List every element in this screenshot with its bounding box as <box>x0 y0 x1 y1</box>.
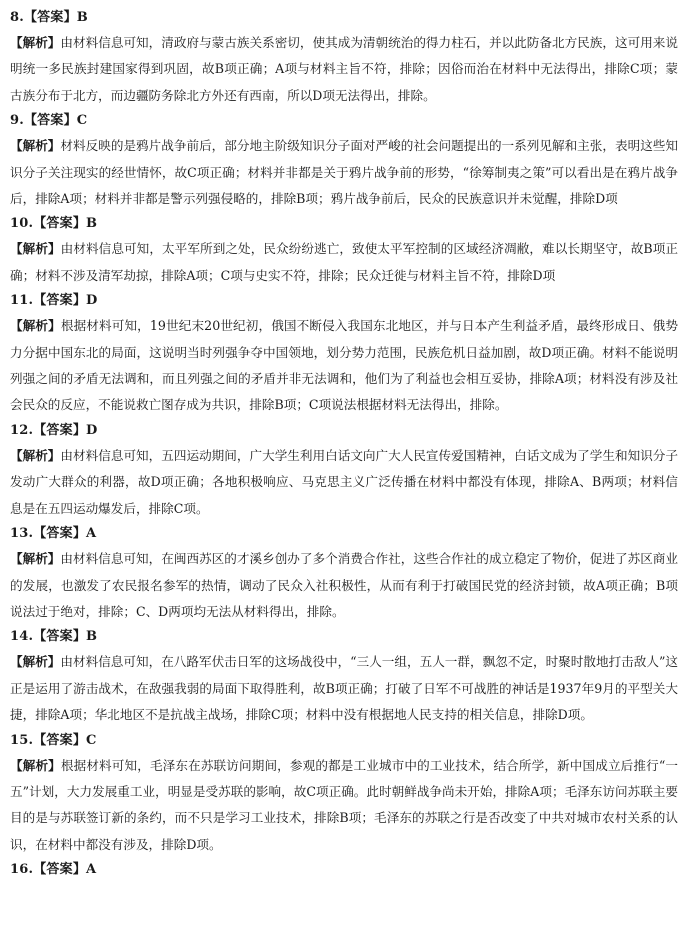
question-item-11 <box>10 289 678 419</box>
analysis-paragraph <box>10 236 678 289</box>
question-number: 13. <box>10 526 34 542</box>
question-number: 16. <box>10 862 34 878</box>
answer-value: C <box>86 732 97 748</box>
answer-line <box>10 522 678 546</box>
analysis-tag: 【解析】 <box>10 318 61 334</box>
analysis-paragraph <box>10 753 678 859</box>
analysis-tag: 【解析】 <box>10 447 61 463</box>
answer-line <box>10 858 678 882</box>
question-number: 10. <box>10 216 34 232</box>
analysis-text: 材料反映的是鸦片战争前后，部分地主阶级知识分子面对严峻的社会问题提出的一系列见解和主张，表明这些知识分子关注现实的经世情怀，故C项正确；材料并非都是关于鸦片战争前的形势，“徐筹制夷之策”可以看出是在鸦片战争后，排除A项；材料并非都是警示列强侵略的，排除B项；鸦片战争前后，民众的民族意识并未觉醒，排除D项 <box>10 138 679 207</box>
question-number: 9. <box>10 113 24 129</box>
answer-tag: 【答案】 <box>33 216 87 232</box>
question-number: 11. <box>10 293 34 309</box>
answer-line <box>10 212 678 236</box>
question-number: 12. <box>10 422 34 438</box>
answer-tag: 【答案】 <box>33 862 87 878</box>
question-item-15 <box>10 729 678 859</box>
answer-value: B <box>76 10 88 25</box>
analysis-paragraph <box>10 313 678 419</box>
answer-tag: 【答案】 <box>23 10 77 25</box>
answer-line <box>10 6 678 30</box>
answer-line <box>10 419 678 443</box>
answer-value: C <box>76 113 88 129</box>
analysis-paragraph <box>10 30 678 109</box>
answer-tag: 【答案】 <box>33 293 87 309</box>
question-number: 15. <box>10 732 34 748</box>
question-item-16 <box>10 858 678 882</box>
question-item-10 <box>10 212 678 289</box>
answer-value: B <box>86 629 98 645</box>
question-item-8 <box>10 6 678 109</box>
analysis-tag: 【解析】 <box>10 241 61 257</box>
question-item-9 <box>10 109 678 212</box>
analysis-paragraph <box>10 546 678 625</box>
answer-line <box>10 289 678 313</box>
question-number: 14. <box>10 629 34 645</box>
answer-tag: 【答案】 <box>33 526 87 542</box>
answer-line <box>10 625 678 649</box>
analysis-text: 由材料信息可知，太平军所到之处，民众纷纷逃亡，致使太平军控制的区域经济凋敝，难以长期坚守，故B项正确；材料不涉及清军劫掠，排除A项；C项与史实不符，排除；民众迁徙与材料主旨不符，排除D项 <box>10 241 678 283</box>
analysis-text: 由材料信息可知，在八路军伏击日军的这场战役中，“三人一组，五人一群，飘忽不定，时聚时散地打击敌人”这正是运用了游击战术，在敌强我弱的局面下取得胜利，故B项正确；打破了日军不可战胜的神话是1937年9月的平型关大捷，排除A项；华北地区不是抗战主战场，排除C项；材料中没有根据地人民支持的相关信息，排除D项。 <box>10 654 678 723</box>
answer-tag: 【答案】 <box>23 113 77 129</box>
answer-value: D <box>86 422 98 438</box>
analysis-paragraph <box>10 443 678 522</box>
answer-line <box>10 109 678 133</box>
analysis-paragraph <box>10 649 678 728</box>
question-item-12 <box>10 419 678 522</box>
answer-tag: 【答案】 <box>33 732 87 748</box>
analysis-text: 由材料信息可知，清政府与蒙古族关系密切，使其成为清朝统治的得力柱石，并以此防备北方民族，这可用来说明统一多民族封建国家得到巩固，故B项正确；A项与材料主旨不符，排除；因俗而治在材料中无法得出，排除C项；蒙古族分布于北方，而边疆防务除北方外还有西南，所以D项无法得出，排除。 <box>10 35 679 103</box>
analysis-text: 由材料信息可知，在闽西苏区的才溪乡创办了多个消费合作社，这些合作社的成立稳定了物价，促进了苏区商业的发展，也激发了农民报名参军的热情，调动了民众入社积极性，从而有利于打破国民党的经济封锁，故A项正确；B项说法过于绝对，排除；C、D两项均无法从材料得出，排除。 <box>10 551 679 619</box>
analysis-text: 根据材料可知，19世纪末20世纪初，俄国不断侵入我国东北地区，并与日本产生利益矛盾，最终形成日、俄势力分据中国东北的局面，这说明当时列强争夺中国领地，划分势力范围，民族危机日益加剧，故D项正确。材料不能说明列强之间的矛盾无法调和，而且列强之间的矛盾并非无法调和，他们为了利益也会相互妥协，排除A项；材料没有涉及社会民众的反应，不能说救亡图存成为共识，排除B项；C项说法根据材料无法得出，排除。 <box>10 318 678 413</box>
answer-value: A <box>86 526 97 542</box>
question-number: 8. <box>10 10 24 25</box>
analysis-text: 由材料信息可知，五四运动期间，广大学生利用白话文向广大人民宣传爱国精神，白话文成为了学生和知识分子发动广大群众的利器，故D项正确；各地积极响应、马克思主义广泛传播在材料中都没有体现，排除A、B两项；材料信息是在五四运动爆发后，排除C项。 <box>10 447 679 516</box>
answer-value: B <box>86 216 98 232</box>
analysis-tag: 【解析】 <box>10 551 61 567</box>
analysis-tag: 【解析】 <box>10 654 61 670</box>
question-item-14 <box>10 625 678 728</box>
answer-value: D <box>86 293 98 309</box>
answer-tag: 【答案】 <box>33 629 87 645</box>
question-item-13 <box>10 522 678 625</box>
analysis-tag: 【解析】 <box>10 35 61 50</box>
analysis-tag: 【解析】 <box>10 138 61 154</box>
analysis-tag: 【解析】 <box>10 757 61 773</box>
answer-tag: 【答案】 <box>33 422 87 438</box>
analysis-paragraph <box>10 133 678 212</box>
analysis-text: 根据材料可知，毛泽东在苏联访问期间，参观的都是工业城市中的工业技术，结合所学，新中国成立后推行“一五”计划，大力发展重工业，明显是受苏联的影响，故C项正确。此时朝鲜战争尚未开始，排除A项；毛泽东访问苏联主要目的是与苏联签订新的条约，而不只是学习工业技术，排除B项；毛泽东的苏联之行是否改变了中共对城市农村关系的认识，在材料中都没有涉及，排除D项。 <box>10 757 678 852</box>
answer-value: A <box>86 862 97 878</box>
answer-line <box>10 729 678 753</box>
